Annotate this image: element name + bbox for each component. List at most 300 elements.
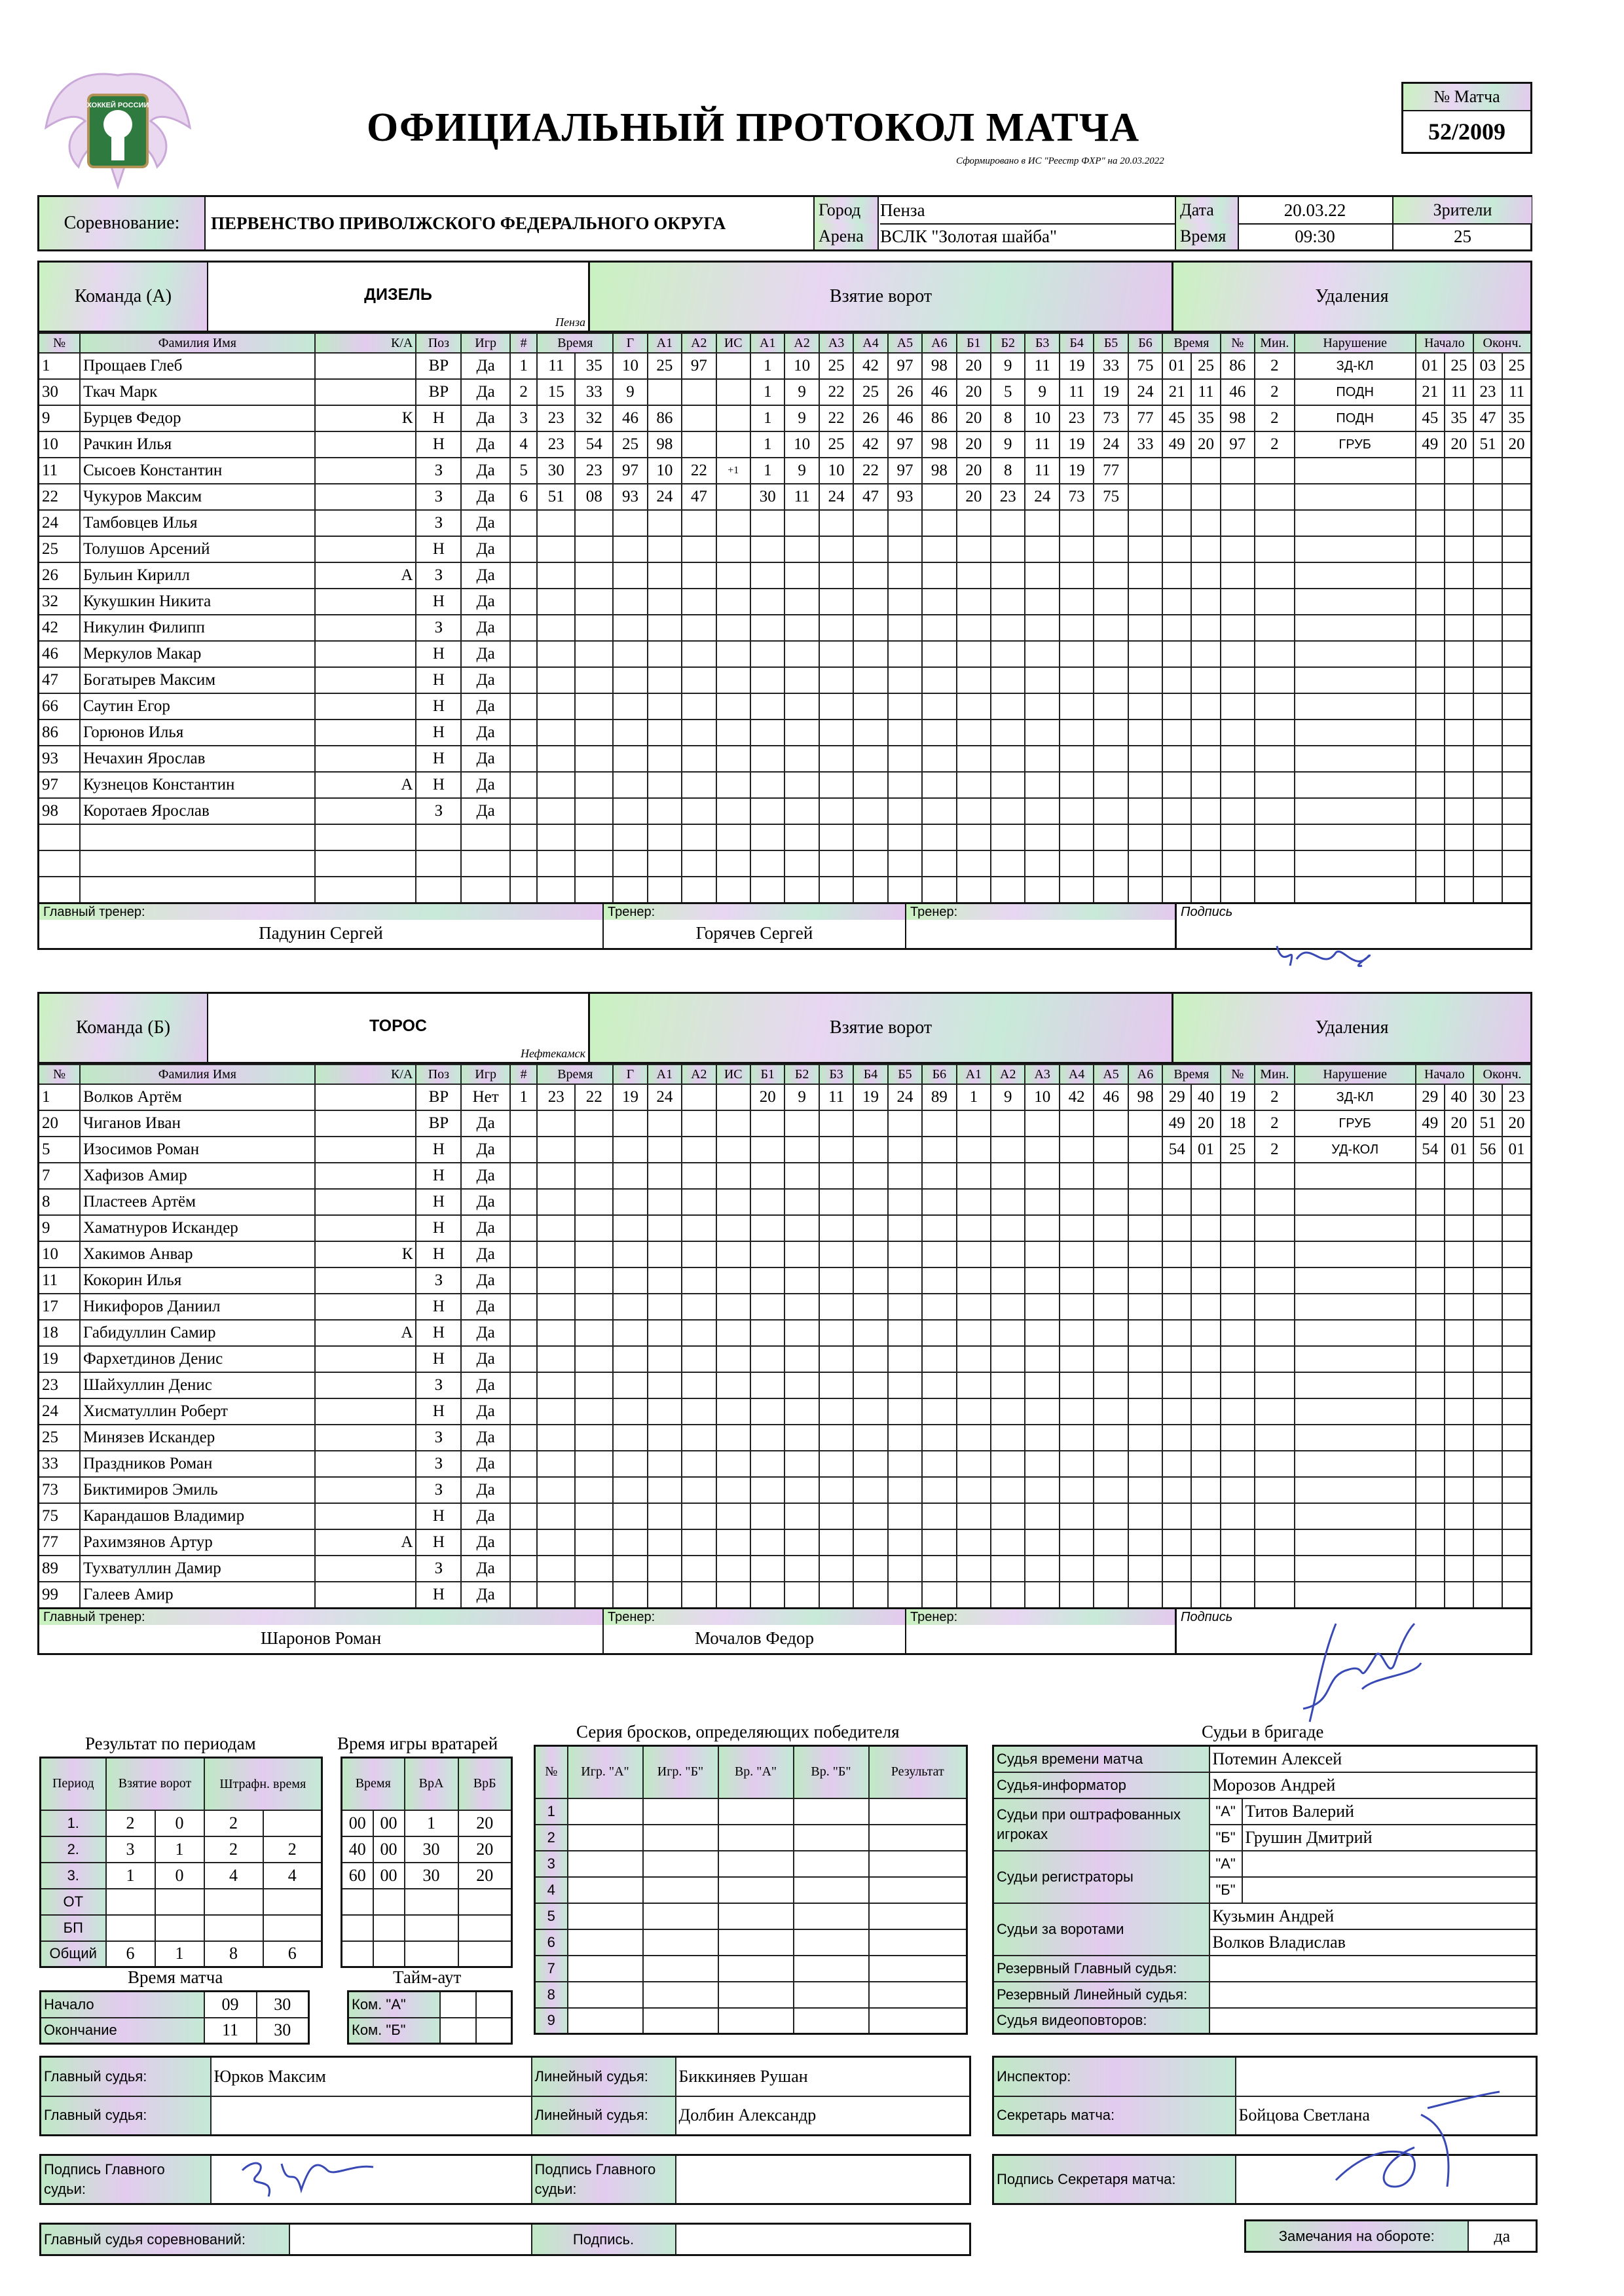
goal-onice-left — [784, 1503, 819, 1529]
goal-onice-left — [888, 693, 922, 720]
pen-start-min — [1416, 1398, 1445, 1425]
goal-scorer: 19 — [613, 1084, 647, 1110]
goal-onice-left — [784, 1582, 819, 1608]
player-number — [39, 877, 80, 903]
goal-scorer — [613, 1372, 647, 1398]
sig-main-label-2-text: Подпись Главного судьи: — [534, 2161, 656, 2197]
pen-infraction: ГРУБ — [1295, 431, 1416, 458]
goalie-change-sec — [373, 1889, 405, 1915]
player-play: Да — [461, 562, 510, 589]
goal-onice-right — [957, 615, 991, 641]
goal-onice-left — [922, 615, 956, 641]
goal-no — [510, 562, 537, 589]
match-time-table — [39, 1990, 310, 2045]
pen-sec-time — [1191, 667, 1220, 693]
goal-no — [510, 798, 537, 824]
goal-onice-right — [957, 1529, 991, 1556]
goal-onice-right — [1128, 772, 1162, 798]
player-pos: З — [416, 510, 461, 536]
goal-onice-left — [784, 1529, 819, 1556]
goal-onice-right — [1094, 798, 1128, 824]
goal-sec — [575, 877, 613, 903]
goal-onice-left — [750, 1451, 784, 1477]
goal-a1 — [648, 615, 682, 641]
player-play: Да — [461, 1372, 510, 1398]
pen-end-sec — [1502, 1425, 1531, 1451]
goal-onice-right: 11 — [1025, 458, 1059, 484]
goal-min — [537, 510, 575, 536]
goal-sec — [575, 1451, 613, 1477]
goal-onice-left — [888, 1582, 922, 1608]
player-ka — [315, 1556, 416, 1582]
player-pos: Н — [416, 1346, 461, 1372]
goal-onice-left — [750, 1163, 784, 1189]
goal-onice-left — [819, 1425, 853, 1451]
player-name: Шайхуллин Денис — [80, 1372, 315, 1398]
team-a-section — [37, 261, 1532, 950]
pen-min-time: 21 — [1162, 379, 1191, 405]
goal-a1 — [648, 589, 682, 615]
penalties-title: Удаления — [1315, 1017, 1389, 1038]
player-play: Да — [461, 641, 510, 667]
h-pen-num: № — [1221, 333, 1255, 353]
goal-onice-right — [957, 877, 991, 903]
penalties-title: Удаления — [1315, 286, 1389, 306]
goal-sec — [575, 1163, 613, 1189]
pen-start-sec — [1445, 458, 1473, 484]
goal-onice-left — [922, 510, 956, 536]
player-number: 19 — [39, 1346, 80, 1372]
goal-onice-right — [1128, 562, 1162, 589]
pen-minutes — [1255, 824, 1295, 850]
table-row — [39, 746, 1532, 772]
player-play: Да — [461, 510, 510, 536]
table-row — [41, 1810, 322, 1836]
pen-minutes — [1255, 772, 1295, 798]
table-row — [39, 720, 1532, 746]
player-pos: З — [416, 798, 461, 824]
goal-sec — [575, 1503, 613, 1529]
goal-onice-right — [1128, 641, 1162, 667]
goal-is — [716, 405, 750, 431]
player-number: 10 — [39, 1241, 80, 1267]
pen-sec-time — [1191, 1267, 1220, 1294]
pen-end-min — [1473, 850, 1502, 877]
pen-min-time — [1162, 484, 1191, 510]
goal-onice-right — [991, 746, 1025, 772]
pen-end-min — [1473, 877, 1502, 903]
pen-end-min — [1473, 510, 1502, 536]
goal-onice-left — [853, 1425, 887, 1451]
goal-sec — [575, 510, 613, 536]
goal-a2 — [682, 1582, 716, 1608]
goal-onice-right: 10 — [1025, 405, 1059, 431]
pen-end-sec — [1502, 562, 1531, 589]
goal-a2 — [682, 850, 716, 877]
goal-onice-left — [784, 1477, 819, 1503]
player-play: Да — [461, 1556, 510, 1582]
head-coach-label: Главный тренер: — [43, 904, 145, 919]
goal-onice-left — [750, 720, 784, 746]
goal-a2 — [682, 1398, 716, 1425]
period-goals-a: 6 — [106, 1941, 155, 1967]
goal-onice-right — [1094, 1189, 1128, 1215]
pen-sec-time — [1191, 772, 1220, 798]
goal-onice-left — [853, 877, 887, 903]
pen-infraction — [1295, 1189, 1416, 1215]
goal-onice-left — [750, 589, 784, 615]
pen-end-min: 56 — [1473, 1137, 1502, 1163]
player-number: 30 — [39, 379, 80, 405]
pen-end-sec: 20 — [1502, 1110, 1531, 1137]
pen-start-min — [1416, 1372, 1445, 1398]
player-ka: К — [315, 1241, 416, 1267]
pen-start-min — [1416, 1477, 1445, 1503]
timeout-table — [347, 1990, 513, 2045]
player-pos: Н — [416, 1163, 461, 1189]
player-play: Да — [461, 1503, 510, 1529]
goal-no — [510, 1503, 537, 1529]
goal-onice-right — [1094, 589, 1128, 615]
spectators-label: Зрители — [1392, 197, 1532, 225]
goal-onice-left: 25 — [853, 379, 887, 405]
goal-onice-left — [819, 536, 853, 562]
shootout-h-pa: Игр. "А" — [568, 1746, 643, 1798]
goal-onice-right: 19 — [1060, 431, 1094, 458]
player-play: Да — [461, 589, 510, 615]
h-pos: Поз — [416, 1065, 461, 1084]
goal-onice-right — [1094, 1503, 1128, 1529]
player-ka — [315, 1398, 416, 1425]
pen-player — [1221, 562, 1255, 589]
goal-onice-right — [991, 1189, 1025, 1215]
pen-start-sec — [1445, 1477, 1473, 1503]
goal-onice-left — [888, 1189, 922, 1215]
player-name: Богатырев Максим — [80, 667, 315, 693]
player-play: Да — [461, 615, 510, 641]
pen-start-sec — [1445, 772, 1473, 798]
goal-a1 — [648, 746, 682, 772]
player-ka — [315, 641, 416, 667]
pen-end-sec — [1502, 850, 1531, 877]
table-row — [41, 1941, 322, 1967]
player-name: Тамбовцев Илья — [80, 510, 315, 536]
signature-table-left — [39, 2154, 971, 2205]
player-play: Да — [461, 379, 510, 405]
goal-sec — [575, 693, 613, 720]
player-ka — [315, 431, 416, 458]
player-pos: Н — [416, 1320, 461, 1346]
secretary: Бойцова Светлана — [1236, 2096, 1537, 2136]
pen-start-sec: 01 — [1445, 1137, 1473, 1163]
pen-min-time — [1162, 798, 1191, 824]
signature-coach-a — [1270, 933, 1382, 979]
goalie-a — [405, 1915, 458, 1941]
player-play: Да — [461, 353, 510, 379]
goal-scorer — [613, 746, 647, 772]
goal-onice-right — [991, 693, 1025, 720]
player-pos: Н — [416, 589, 461, 615]
pen-end-min — [1473, 615, 1502, 641]
pen-player — [1221, 1503, 1255, 1529]
pen-start-min — [1416, 746, 1445, 772]
goal-onice-right — [991, 1241, 1025, 1267]
goal-no: 1 — [510, 1084, 537, 1110]
shootout-no: 6 — [535, 1929, 568, 1956]
spectators: 25 — [1392, 223, 1532, 249]
period-goals-a — [106, 1889, 155, 1915]
player-play — [461, 850, 510, 877]
period-label: ОТ — [41, 1889, 106, 1915]
goal-onice-right: 42 — [1060, 1084, 1094, 1110]
player-number: 8 — [39, 1189, 80, 1215]
player-ka — [315, 1215, 416, 1241]
player-pos: Н — [416, 536, 461, 562]
goal-scorer — [613, 1451, 647, 1477]
goal-onice-left: 1 — [750, 353, 784, 379]
pen-player — [1221, 1320, 1255, 1346]
penbox-b: Грушин Дмитрий — [1242, 1825, 1537, 1851]
period-label: Общий — [41, 1941, 106, 1967]
player-pos: З — [416, 1556, 461, 1582]
h-goal-a1: А1 — [648, 1065, 682, 1084]
time-label: Время — [1175, 223, 1239, 249]
sig-main-2 — [676, 2155, 970, 2204]
goal-onice-right — [991, 1372, 1025, 1398]
goal-onice-left: 89 — [922, 1084, 956, 1110]
player-name: Хаматнуров Искандер — [80, 1215, 315, 1241]
player-number: 42 — [39, 615, 80, 641]
goal-a1 — [648, 1294, 682, 1320]
h-goal-time: Время — [537, 333, 613, 353]
goal-onice-right — [991, 1477, 1025, 1503]
pen-min-time — [1162, 562, 1191, 589]
pen-minutes — [1255, 641, 1295, 667]
goal-a2 — [682, 667, 716, 693]
pen-end-min — [1473, 798, 1502, 824]
h-goal-is: ИС — [716, 333, 750, 353]
pen-end-min: 47 — [1473, 405, 1502, 431]
goal-a1 — [648, 1346, 682, 1372]
pen-minutes — [1255, 589, 1295, 615]
main-ref-1: Юрков Максим — [211, 2057, 532, 2096]
player-number: 33 — [39, 1451, 80, 1477]
period-goals-a — [106, 1915, 155, 1941]
pen-start-min — [1416, 1503, 1445, 1529]
goal-onice-left — [750, 850, 784, 877]
period-pen-a: 4 — [204, 1863, 263, 1889]
pen-sec-time — [1191, 1163, 1220, 1189]
goal-onice-left: 1 — [750, 431, 784, 458]
goal-sec — [575, 1215, 613, 1241]
goal-onice-left — [888, 615, 922, 641]
pen-minutes — [1255, 1189, 1295, 1215]
pen-min-time — [1162, 667, 1191, 693]
match-end-label: Окончание — [41, 2018, 204, 2044]
player-number: 24 — [39, 510, 80, 536]
goal-a1 — [648, 1267, 682, 1294]
goal-min — [537, 1425, 575, 1451]
time: 09:30 — [1295, 227, 1335, 246]
pen-start-sec — [1445, 1346, 1473, 1372]
pen-sec-time — [1191, 850, 1220, 877]
player-number: 25 — [39, 1425, 80, 1451]
goal-onice-left — [888, 877, 922, 903]
table-row — [39, 1425, 1532, 1451]
goals-title: Взятие ворот — [829, 1017, 932, 1038]
goal-onice-left: 11 — [784, 484, 819, 510]
pen-infraction — [1295, 798, 1416, 824]
pen-end-min — [1473, 1267, 1502, 1294]
goal-onice-left — [888, 1137, 922, 1163]
sig-main-label-1 — [41, 2155, 211, 2204]
goal-onice-left — [922, 484, 956, 510]
goal-is — [716, 1582, 750, 1608]
team-name: ДИЗЕЛЬ — [364, 285, 432, 304]
h-num: № — [39, 1065, 80, 1084]
pen-end-min — [1473, 693, 1502, 720]
pen-sec-time — [1191, 1425, 1220, 1451]
goal-is — [716, 1137, 750, 1163]
goal-onice-left — [888, 641, 922, 667]
period-pen-a: 2 — [204, 1836, 263, 1863]
pen-start-min — [1416, 1425, 1445, 1451]
goal-onice-right — [1025, 562, 1059, 589]
table-row — [39, 1215, 1532, 1241]
goal-scorer — [613, 1477, 647, 1503]
team-label: Команда (А) — [74, 286, 172, 306]
table-row — [39, 353, 1532, 379]
goal-onice-left — [784, 693, 819, 720]
pen-minutes — [1255, 667, 1295, 693]
goal-onice-left: 9 — [784, 405, 819, 431]
goal-onice-left — [819, 1529, 853, 1556]
goalie-a: 30 — [405, 1863, 458, 1889]
goal-is — [716, 1189, 750, 1215]
goal-onice-right: 23 — [991, 484, 1025, 510]
goal-no — [510, 1189, 537, 1215]
pen-minutes — [1255, 1320, 1295, 1346]
table-row — [39, 615, 1532, 641]
goal-onice-left — [922, 1189, 956, 1215]
goal-a2 — [682, 405, 716, 431]
h-name: Фамилия Имя — [80, 1065, 315, 1084]
goal-onice-left: 47 — [853, 484, 887, 510]
table-row — [535, 1929, 967, 1956]
sig-main-label-1-text: Подпись Главного судьи: — [44, 2161, 165, 2197]
table-row — [39, 824, 1532, 850]
goal-onice-left — [819, 562, 853, 589]
goal-onice-right — [1128, 484, 1162, 510]
pen-end-min: 51 — [1473, 431, 1502, 458]
goal-onice-left — [750, 772, 784, 798]
player-pos: Н — [416, 772, 461, 798]
goal-onice-right — [1025, 641, 1059, 667]
goal-onice-right — [991, 1215, 1025, 1241]
pen-infraction — [1295, 824, 1416, 850]
goal-onice-right: 73 — [1094, 405, 1128, 431]
goal-onice-right — [1060, 1137, 1094, 1163]
goal-onice-left — [853, 1451, 887, 1477]
goal-min — [537, 1137, 575, 1163]
goal-a2 — [682, 693, 716, 720]
pen-infraction — [1295, 720, 1416, 746]
goal-scorer — [613, 720, 647, 746]
pen-end-sec — [1502, 1372, 1531, 1398]
h-pen-start: Начало — [1416, 333, 1473, 353]
goal-onice-left — [819, 615, 853, 641]
goal-onice-left — [853, 1556, 887, 1582]
pen-end-min — [1473, 484, 1502, 510]
goal-a2 — [682, 824, 716, 850]
goal-scorer — [613, 641, 647, 667]
date-label: Дата — [1175, 197, 1239, 225]
pen-start-min — [1416, 484, 1445, 510]
pen-end-min — [1473, 562, 1502, 589]
goal-onice-left — [853, 1529, 887, 1556]
pen-end-sec — [1502, 589, 1531, 615]
goal-onice-left — [750, 1529, 784, 1556]
goal-onice-right — [1094, 1425, 1128, 1451]
player-play: Да — [461, 1267, 510, 1294]
h-onice-right: А4 — [1060, 1065, 1094, 1084]
pen-start-sec — [1445, 850, 1473, 877]
goal-onice-right: 75 — [1128, 353, 1162, 379]
goal-onice-left — [750, 824, 784, 850]
goal-onice-right — [1128, 1451, 1162, 1477]
match-start-h: 09 — [204, 1992, 257, 2018]
player-name: Коротаев Ярослав — [80, 798, 315, 824]
player-number: 1 — [39, 353, 80, 379]
pen-end-sec — [1502, 1529, 1531, 1556]
pen-player: 86 — [1221, 353, 1255, 379]
pen-end-sec: 01 — [1502, 1137, 1531, 1163]
goal-onice-right — [1128, 1398, 1162, 1425]
h-goal-no: # — [510, 333, 537, 353]
goal-onice-right: 8 — [991, 405, 1025, 431]
goal-is — [716, 746, 750, 772]
player-number: 26 — [39, 562, 80, 589]
goal-onice-right — [1094, 1372, 1128, 1398]
h-goal-a2: А2 — [682, 1065, 716, 1084]
table-row — [39, 1267, 1532, 1294]
coach: Мочалов Федор — [694, 1628, 815, 1648]
pen-infraction — [1295, 615, 1416, 641]
player-play: Да — [461, 458, 510, 484]
goal-onice-left — [750, 510, 784, 536]
goal-onice-right — [1094, 746, 1128, 772]
shootout-ga — [718, 1851, 794, 1877]
shootout-pa — [568, 2008, 643, 2034]
table-row — [39, 693, 1532, 720]
goal-onice-right: 11 — [1025, 353, 1059, 379]
goal-onice-left — [750, 1582, 784, 1608]
pen-minutes — [1255, 1425, 1295, 1451]
goal-min: 15 — [537, 379, 575, 405]
pen-end-min: 30 — [1473, 1084, 1502, 1110]
goalie-change-sec: 00 — [373, 1810, 405, 1836]
period-goals-b: 0 — [155, 1863, 204, 1889]
goal-no — [510, 1372, 537, 1398]
pen-min-time: 01 — [1162, 353, 1191, 379]
shootout-pb — [643, 1929, 718, 1956]
goal-onice-right — [1060, 850, 1094, 877]
goal-onice-left — [750, 1477, 784, 1503]
goal-onice-right — [1128, 720, 1162, 746]
goal-onice-right — [1025, 1241, 1059, 1267]
pen-player — [1221, 458, 1255, 484]
period-goals-b: 0 — [155, 1810, 204, 1836]
